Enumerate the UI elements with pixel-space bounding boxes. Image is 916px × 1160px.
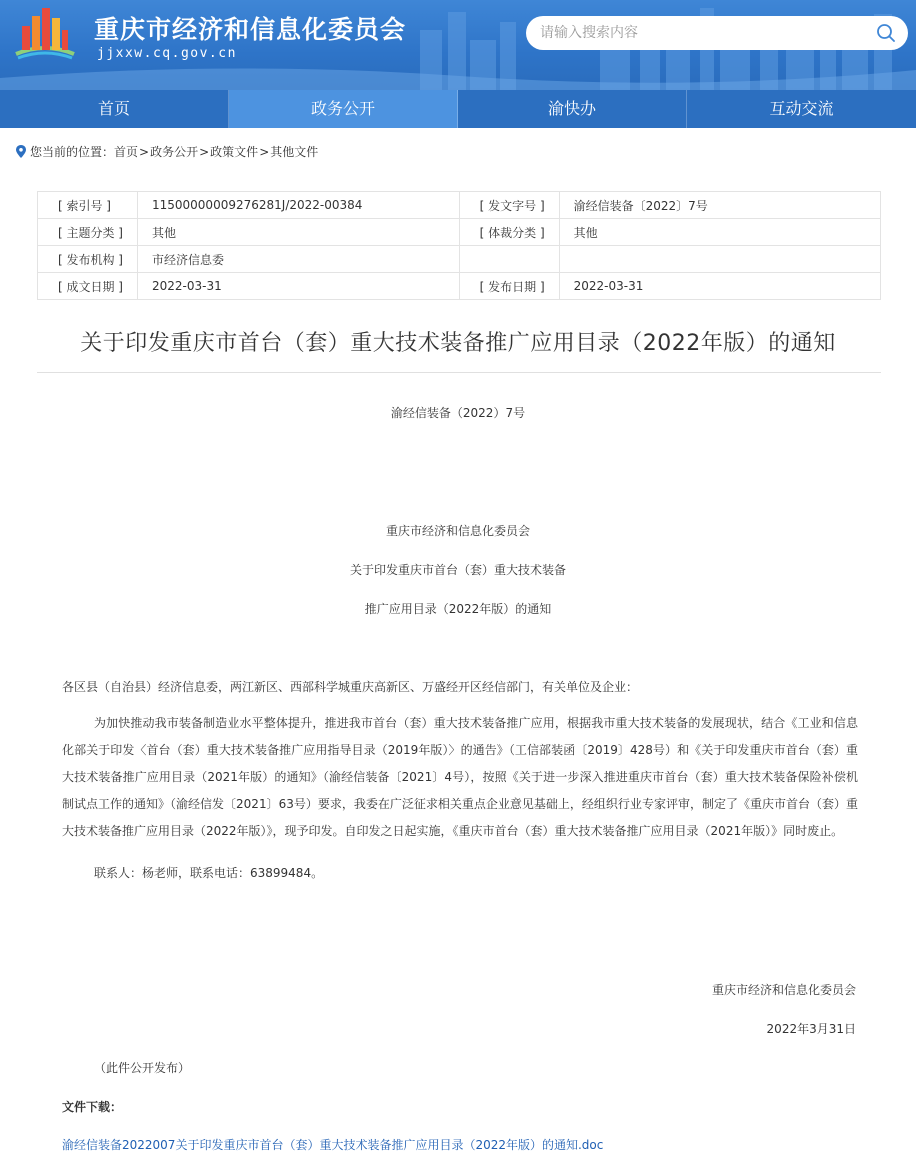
document-title: 关于印发重庆市首台（套）重大技术装备推广应用目录（2022年版）的通知 [80,331,836,356]
meta-value-index: 11500000009276281J/2022-00384 [137,192,459,219]
public-note: （此件公开发布） [94,1061,191,1075]
breadcrumb-separator: > [199,144,210,159]
search-box [526,16,908,50]
document-number: 渝经信装备（2022）7号 [390,406,526,420]
meta-label-topic: [ 主题分类 ] [38,219,138,246]
location-pin-icon [16,145,26,158]
sign-date: 2022年3月31日 [766,1022,856,1036]
meta-label-doc-number: [ 发文字号 ] [459,192,559,219]
nav-item-interaction[interactable]: 互动交流 [769,99,834,118]
breadcrumb-policy-documents[interactable]: 政策文件 [210,145,259,159]
search-input[interactable] [540,16,860,50]
main-nav [0,90,916,128]
breadcrumb [16,143,318,160]
meta-label-written-date: [ 成文日期 ] [38,273,138,300]
subtitle-line-1: 关于印发重庆市首台（套）重大技术装备 [349,563,566,577]
breadcrumb-home[interactable]: 首页 [114,145,139,159]
nav-item-home[interactable]: 首页 [0,90,229,128]
nav-item-government-affairs[interactable]: 政务公开 [229,90,458,128]
meta-value-empty [559,246,880,273]
chongqing-logo-icon [10,4,80,62]
meta-value-written-date: 2022-03-31 [137,273,459,300]
breadcrumb-prefix: 您当前的位置： [30,145,115,159]
meta-value-genre: 其他 [559,219,880,246]
table-row [38,246,881,273]
recipients: 各区县（自治县）经济信息委，两江新区、西部科学城重庆高新区、万盛经开区经信部门，有关单位及企业： [62,680,639,694]
meta-value-topic: 其他 [137,219,459,246]
site-header [0,0,916,90]
issuer-heading: 重庆市经济和信息化委员会 [385,524,530,538]
download-label: 文件下载： [62,1100,123,1114]
title-divider [37,372,881,373]
breadcrumb-separator: > [259,144,270,159]
site-title: 重庆市经济和信息化委员会 [94,15,407,44]
nav-item-yukuaiban[interactable]: 渝快办 [458,90,687,128]
signature: 重庆市经济和信息化委员会 [711,983,856,997]
breadcrumb-separator: > [139,144,150,159]
table-row [38,219,881,246]
subtitle-line-2: 推广应用目录（2022年版）的通知 [364,602,552,616]
breadcrumb-other-documents[interactable]: 其他文件 [270,145,319,159]
meta-label-publish-date: [ 发布日期 ] [459,273,559,300]
download-row [62,1136,603,1153]
table-row [38,273,881,300]
meta-label-genre: [ 体裁分类 ] [459,219,559,246]
meta-value-publish-date: 2022-03-31 [559,273,880,300]
meta-label-publisher: [ 发布机构 ] [38,246,138,273]
document-meta-table [37,191,881,300]
meta-label-empty [459,246,559,273]
meta-value-doc-number: 渝经信装备〔2022〕7号 [559,192,880,219]
breadcrumb-government-affairs[interactable]: 政务公开 [150,145,199,159]
site-domain: jjxxw.cq.gov.cn [97,46,237,61]
download-file-link[interactable]: 渝经信装备2022007关于印发重庆市首台（套）重大技术装备推广应用目录（2022年版）的通知.doc [62,1138,604,1152]
table-row [38,192,881,219]
meta-value-publisher: 市经济信息委 [137,246,459,273]
search-icon[interactable] [876,23,896,43]
body-paragraph: 为加快推动我市装备制造业水平整体提升，推进我市首台（套）重大技术装备推广应用，根据我市重大技术装备的发展现状，结合《工业和信息化部关于印发〈首台（套）重大技术装备推广应用指导目录（2019年版）〉的通告》（工信部装函〔2019〕428号）和《关于印发重庆市首台（套）重大技术装备推广应用目录（2021年版）的通知》（渝经信装备〔2021〕4号），按照《关于进一步深入推进重庆市首台（套）重大技术装备保险补偿机制试点工作的通知》（渝经信发〔2021〕63号）要求，我委在广泛征求相关重点企业意见基础上，经组织行业专家评审，制定了《重庆市首台（套）重大技术装备推广应用目录（2022年版）》，现予印发。自印发之日起实施，《重庆市首台（套）重大技术装备推广应用目录（2021年版）》同时废止。 [62,716,858,838]
meta-label-index: [ 索引号 ] [38,192,138,219]
contact-info: 联系人：杨老师，联系电话：63899484。 [94,866,324,880]
